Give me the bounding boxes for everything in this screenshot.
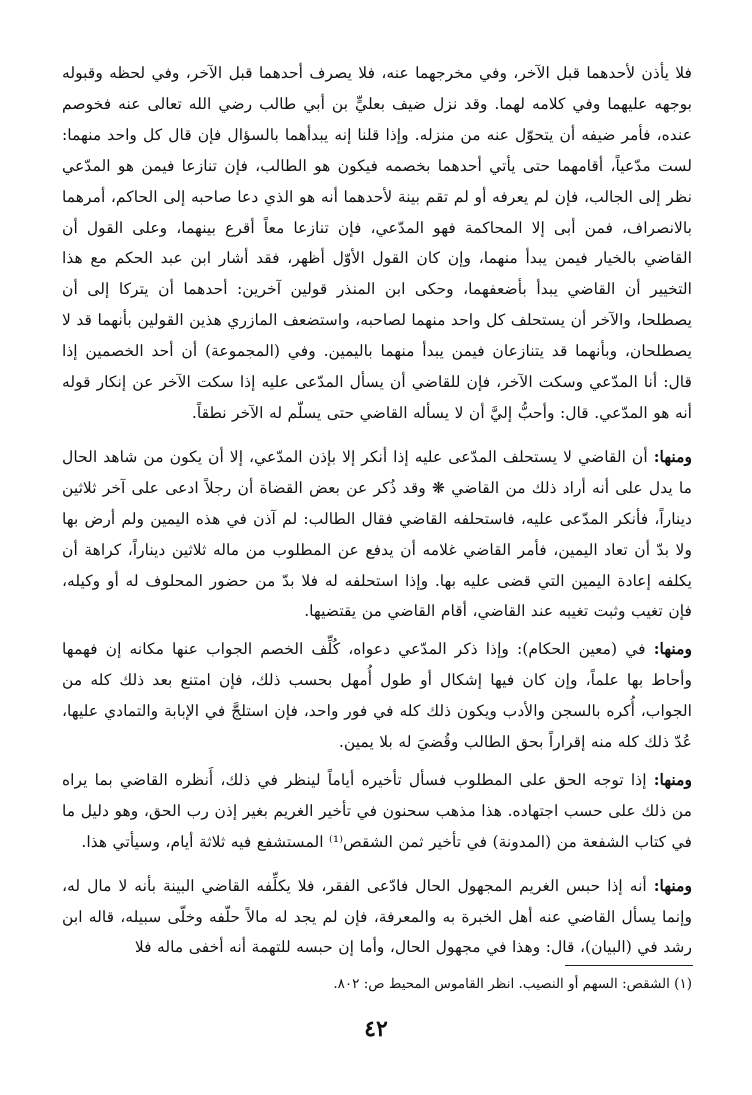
paragraph-text: فلا يأذن لأحدهما قبل الآخر، وفي مخرجهما عنه، فلا يصرف أحدهما قبل الآخر، وفي لحظه وقبوله بوجهه عليهما وفي كلامه لهما. وقد نزل ضيف بعليٍّ بن أبي طالب رضي الله تعالى عنه فخوصم عنده، فأمر ضيفه أن يتحوّل عنه من منزله. وإذا قلنا إنه يبدأهما بالسؤال فإن قال كل واحد منهما: لست مدّعياً، أقامهما حتى يأتي أحدهما بخصمه فيكون هو الطالب، فإن تنازعا فيمن هو المدّعي نظر إلى الجالب، فإن لم يعرفه أو لم تقم بينة لأحدهما أنه هو الذي دعا صاحبه إلى الحاكم، أمرهما بالانصراف، فمن أبى إلا المحاكمة فهو المدّعي، فإن تنازعا معاً أقرع بينهما، وعلى القول أن القاضي بالخيار فيمن يبدأ منهما، وإن كان القول الأوّل أظهر، فقد أشار ابن عبد الحكم مع هذا التخيير أن القاضي يبدأ بأضعفهما، وحكى ابن المنذر قولين آخرين: أحدهما أن يتركا إلى أن يصطلحا، والآخر أن يستحلف كل واحد منهما لصاحبه، واستضعف المازري هذين القولين بأنهما قد لا يصطلحان، وبأنهما قد يتنازعان فيمن يبدأ منهما باليمين. وفي (المجموعة) أن أحد الخصمين إذا قال: أنا المدّعي وسكت الآخر، فإن للقاضي أن يسأل المدّعى عليه إذا سكت الآخر عن إنكار قوله أنه هو المدّعي. قال: وأحبُّ إليَّ أن لا يسأله القاضي حتى يسلّم له الآخر نطقاً. bbox=[62, 64, 692, 422]
paragraph-text: أن القاضي لا يستحلف المدّعى عليه إذا أنكر إلا بإذن المدّعي، إلا أن يكون من شاهد الحال ما يدل على أنه أراد ذلك من القاضي ❋ وقد ذُكر عن بعض القضاة أن رجلاً ادعى على آخر ثلاثين ديناراً، فأنكر المدّعى عليه، فاستحلفه القاضي فقال الطالب: لم آذن في هذه اليمين ولم أرض بها ولا بدّ أن تعاد اليمين، فأمر القاضي غلامه أن يدفع عن المطلوب من ماله ثلاثين ديناراً، كراهة أن يكلفه إعادة اليمين التي قضى عليه بها. وإذا استحلفه له فلا بدّ من حضور المحلوف له أو وكيله، فإن تغيب وثبت تغيبه عند القاضي، أقام القاضي من يقتضيها. bbox=[62, 447, 692, 621]
paragraph-text: في (معين الحكام): وإذا ذكر المدّعي دعواه، كُلِّف الخصم الجواب عنها مكانه إن فهمها وأحاط بها علماً، وإن كان فيها إشكال أو طول أُمهل بحسب ذلك، فإن امتنع بعد ذلك كله من الجواب، أُكره بالسجن والأدب ويكون ذلك كله في فور واحد، فإن استلجَّ في الإبابة والتمادي عليها، عُدّ ذلك كله منه إقراراً بحق الطالب وقُضيَ له بلا يمين. bbox=[62, 640, 692, 752]
paragraph-text: أنه إذا حبس الغريم المجهول الحال فادّعى الفقر، فلا يكلِّفه القاضي البينة بأنه لا مال له، وإنما يسأل القاضي عنه أهل الخبرة به والمعرفة، فإن لم يجد له مالاً حلّفه وخلّى سبيله، قاله ابن رشد في (البيان)، قال: وهذا في مجهول الحال، وأما إن حبسه للتهمة أنه أخفى ماله فلا bbox=[62, 876, 692, 957]
paragraph-4 bbox=[62, 765, 692, 858]
paragraph-lead: ومنها: bbox=[653, 639, 692, 659]
paragraph-lead: ومنها: bbox=[653, 769, 692, 789]
paragraph-lead: ومنها: bbox=[653, 446, 692, 466]
paragraph-text: إذا توجه الحق على المطلوب فسأل تأخيره أياماً لينظر في ذلك، أَنظره القاضي بما يراه من ذلك على حسب اجتهاده. هذا مذهب سحنون في تأخير الغريم بغير إذن رب الحق، وهو دليل ما في كتاب الشفعة من (المدونة) في تأخير ثمن الشقص⁽¹⁾ المستشفع فيه ثلاثة أيام، وسيأتي هذا. bbox=[62, 770, 692, 851]
paragraph-lead: ومنها: bbox=[653, 875, 692, 895]
paragraph-3 bbox=[62, 634, 692, 758]
paragraph-2 bbox=[62, 442, 692, 627]
paragraph-1 bbox=[62, 58, 692, 429]
footnote-divider bbox=[565, 965, 693, 966]
page-number: ٤٢ bbox=[364, 1016, 388, 1042]
page-body bbox=[62, 58, 692, 963]
paragraph-5 bbox=[62, 871, 692, 964]
footnote: (١) الشقص: السهم أو النصيب. انظر القاموس المحيط ص: ٨٠٢. bbox=[333, 976, 692, 992]
